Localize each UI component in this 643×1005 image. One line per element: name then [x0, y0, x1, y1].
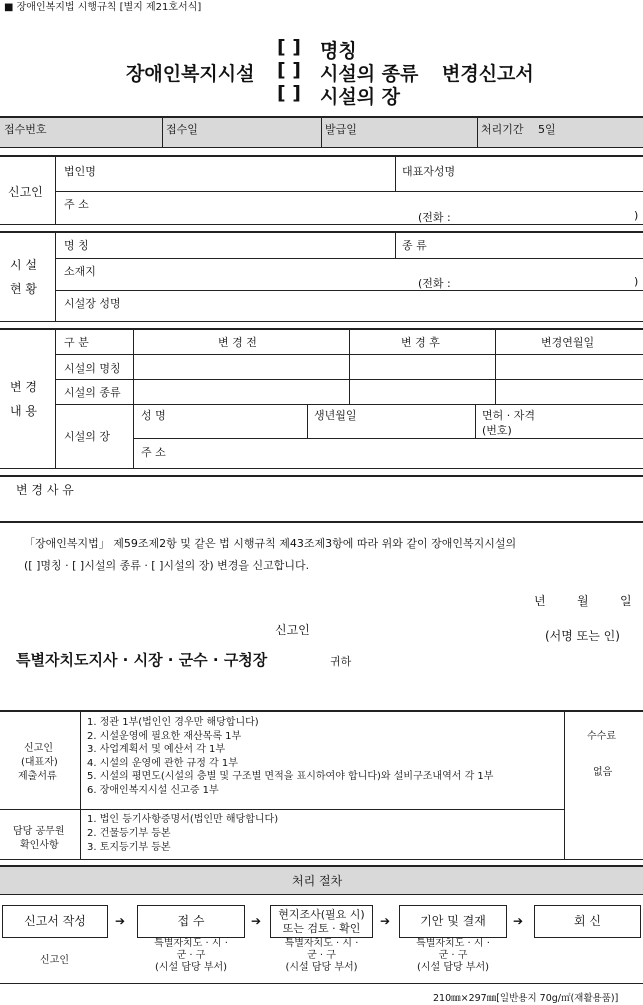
addressee-suffix: 귀하 [330, 655, 352, 668]
reporter-section-label: 신고인 [8, 185, 43, 199]
date-month[interactable]: 월 [577, 594, 589, 608]
arrow-icon: ➔ [380, 914, 391, 928]
arrow-icon: ➔ [251, 914, 262, 928]
step-approval: 기안 및 결재 [399, 905, 507, 938]
reporter-phone-close: ) [634, 209, 639, 222]
facility-head-name-field[interactable]: 시설장 성명 [64, 297, 121, 310]
change-col-category: 구 분 [64, 336, 89, 349]
change-reason-field[interactable]: 변 경 사 유 [16, 483, 74, 497]
list-item: 3. 사업계획서 및 예산서 각 1부 [87, 744, 226, 755]
list-item: 4. 시설의 운영에 관한 규정 각 1부 [87, 757, 238, 769]
check-label-1: 담당 공무원 [13, 826, 65, 837]
representative-name-field[interactable]: 대표자성명 [402, 165, 456, 178]
step-inspect-line-2: 또는 검토 · 확인 [282, 922, 361, 935]
change-row-name: 시설의 명칭 [64, 362, 121, 375]
owner-inspect-line-2: 군 · 구 [307, 950, 336, 961]
owner-approval-line-1: 특별자치도 · 시 · [416, 938, 490, 949]
receipt-date-label: 접수일 [166, 123, 198, 136]
step-receive: 접 수 [137, 905, 245, 938]
statement-line-2: ([ ]명칭 · [ ]시설의 종류 · [ ]시설의 장) 변경을 신고합니다. [24, 559, 310, 572]
signer-label: 신고인 [275, 623, 310, 637]
check-label-2: 확인사항 [20, 840, 59, 851]
list-item: 1. 법인 등기사항증명서(법인만 해당합니다) [87, 814, 279, 825]
submit-label-3: 제출서류 [18, 771, 57, 782]
arrow-icon: ➔ [115, 914, 126, 928]
facility-name-field[interactable]: 명 칭 [64, 239, 89, 252]
reporter-phone-field[interactable]: (전화 : [418, 211, 451, 224]
owner-approval-line-3: (시설 담당 부서) [416, 962, 490, 973]
owner-receive-line-2: 군 · 구 [176, 950, 206, 961]
change-col-after: 변 경 후 [401, 336, 440, 349]
change-section-label-b: 내 용 [10, 404, 37, 418]
form-number: ■ 장애인복지법 시행규칙 [별지 제21호서식] [4, 2, 202, 13]
facility-phone-close: ) [634, 275, 639, 288]
procedure-title: 처리 절차 [292, 874, 343, 888]
list-item: 5. 시설의 평면도(시설의 층별 및 구조별 면적을 표시하여야 합니다)와 설비구조내역서 각 1부 [87, 771, 494, 782]
submit-label-2: (대표자) [21, 757, 58, 768]
corporation-name-field[interactable]: 법인명 [64, 165, 96, 178]
owner-reporter: 신고인 [40, 955, 69, 966]
step-inspect-line-1: 현지조사(필요 시) [278, 908, 365, 921]
submit-label-1: 신고인 [24, 743, 53, 754]
fee-label: 수수료 [587, 731, 616, 742]
list-item: 3. 토지등기부 등본 [87, 842, 171, 853]
head-license-number: (번호) [482, 424, 512, 437]
title-bracket-1: [ ] [277, 36, 301, 58]
list-item: 6. 장애인복지시설 신고증 1부 [87, 784, 219, 796]
paper-spec-footer: 210㎜×297㎜[일반용지 70g/㎡(재활용품)] [433, 993, 619, 1004]
change-row-head: 시설의 장 [64, 430, 111, 443]
change-row-type: 시설의 종류 [64, 386, 121, 399]
change-col-before: 변 경 전 [218, 336, 257, 349]
owner-receive-line-3: (시설 담당 부서) [154, 962, 228, 973]
date-day[interactable]: 일 [620, 594, 632, 608]
title-prefix: 장애인복지시설 [126, 63, 255, 85]
submit-documents-list [87, 716, 493, 797]
list-item: 2. 건물등기부 등본 [87, 828, 171, 839]
arrow-icon: ➔ [513, 914, 524, 928]
step-inspect [270, 905, 373, 938]
owner-inspect-line-1: 특별자치도 · 시 · [284, 938, 359, 949]
title-bracket-2: [ ] [277, 59, 301, 81]
fee-value: 없음 [593, 767, 613, 778]
date-year[interactable]: 년 [534, 594, 546, 608]
head-address-field[interactable]: 주 소 [141, 446, 166, 459]
owner-inspect-line-3: (시설 담당 부서) [285, 962, 358, 973]
change-col-date: 변경연월일 [541, 336, 595, 349]
facility-section-label-b: 현 황 [10, 282, 37, 296]
step-reply: 회 신 [534, 905, 641, 938]
facility-type-field[interactable]: 종 류 [402, 239, 427, 252]
owner-approval [399, 938, 507, 974]
addressee: 특별자치도지사 · 시장 · 군수 · 구청장 [16, 651, 268, 669]
title-bracket-3: [ ] [277, 82, 301, 104]
owner-inspect [270, 938, 373, 974]
step-write-form: 신고서 작성 [2, 905, 108, 938]
facility-section-label-a: 시 설 [10, 258, 37, 272]
processing-period-value: 5일 [538, 123, 556, 136]
head-birth-field[interactable]: 생년월일 [314, 409, 357, 422]
issue-date-label: 발급일 [325, 123, 357, 136]
processing-period-label: 처리기간 [481, 123, 524, 136]
signature-field[interactable]: (서명 또는 인) [545, 629, 620, 643]
statement-line-1: 「장애인복지법」 제59조제2항 및 같은 법 시행규칙 제43조제3항에 따라 위와 같이 장애인복지시설의 [24, 537, 517, 550]
head-name-field[interactable]: 성 명 [141, 409, 166, 422]
receipt-number-label: 접수번호 [4, 123, 47, 136]
facility-location-field[interactable]: 소재지 [64, 265, 96, 278]
change-section-label-a: 변 경 [10, 380, 37, 394]
owner-approval-line-2: 군 · 구 [438, 950, 468, 961]
title-option-head: 시설의 장 [320, 86, 401, 108]
facility-phone-field[interactable]: (전화 : [418, 277, 451, 290]
owner-receive [137, 938, 245, 974]
reporter-address-field[interactable]: 주 소 [64, 198, 89, 211]
owner-receive-line-1: 특별자치도 · 시 · [154, 938, 228, 949]
title-option-name: 명칭 [320, 40, 357, 62]
title-suffix: 변경신고서 [442, 63, 534, 85]
check-items-list [87, 813, 278, 855]
title-option-type: 시설의 종류 [320, 63, 419, 85]
head-license-field[interactable]: 면허 · 자격 [482, 409, 535, 422]
list-item: 2. 시설운영에 필요한 재산목록 1부 [87, 730, 242, 742]
list-item: 1. 정관 1부(법인인 경우만 해당합니다) [87, 717, 259, 728]
